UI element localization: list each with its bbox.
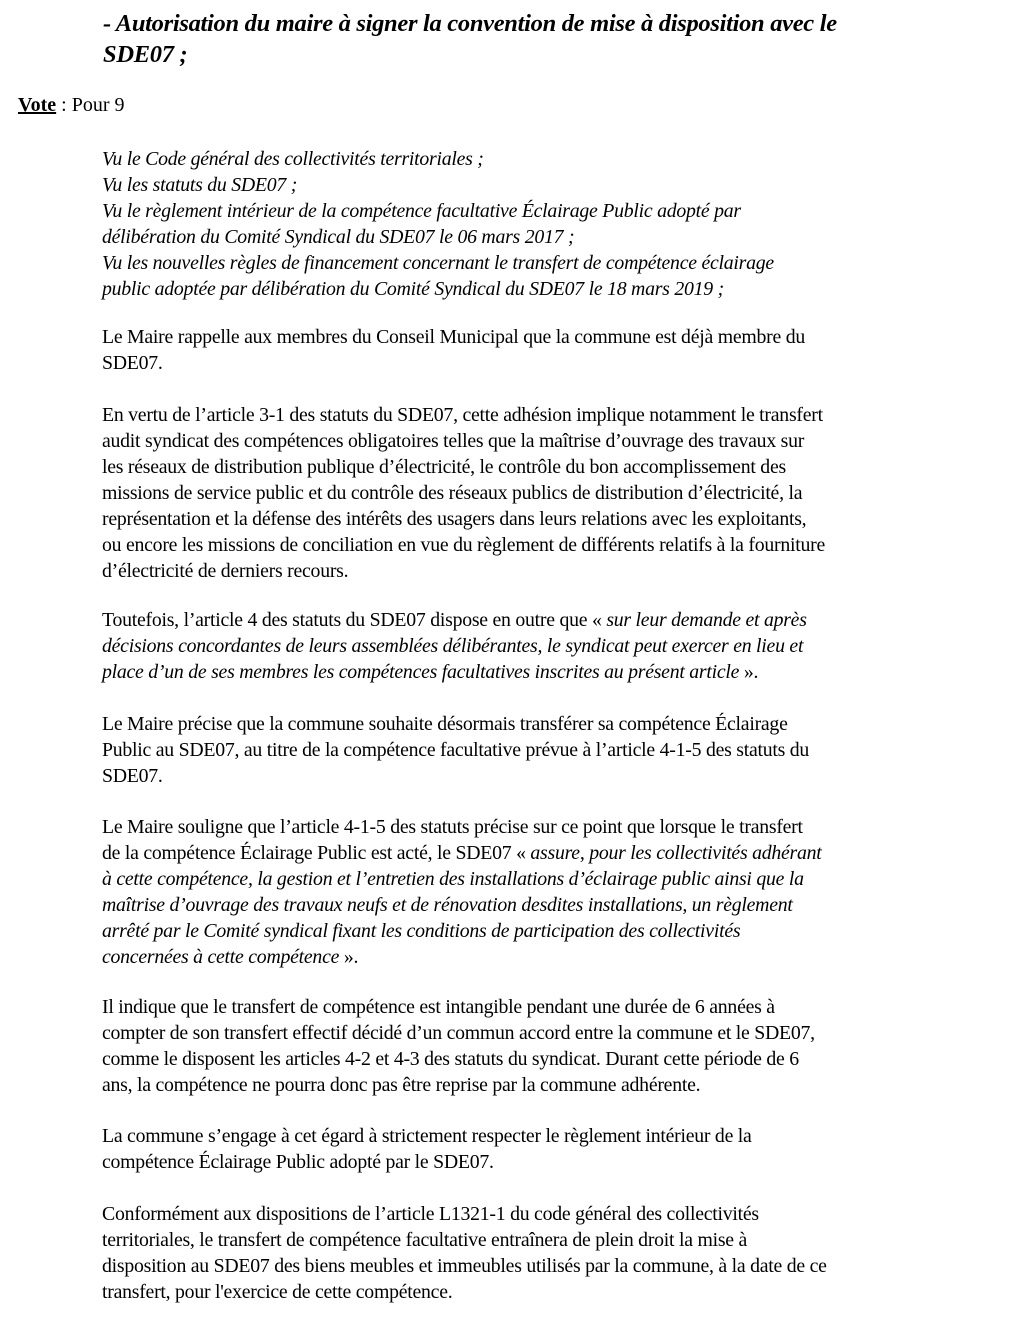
paragraph-line: SDE07. [102, 352, 163, 374]
vote-label: Vote [18, 94, 57, 116]
paragraph-commitment [102, 1123, 962, 1175]
quote-line: à cette compétence, la gestion et l’entretien des installations d’éclairage public ainsi que la [102, 868, 804, 890]
text-normal: ». [339, 946, 359, 968]
quote-line: maîtrise d’ouvrage des travaux neufs et de rénovation desdites installations, un règlement [102, 894, 793, 916]
considerant-line: délibération du Comité Syndical du SDE07 le 06 mars 2017 ; [102, 226, 575, 248]
heading-line: SDE07 ; [103, 41, 188, 68]
paragraph-line [102, 840, 962, 866]
paragraph-line: représentation et la défense des intérêts des usagers dans leurs relations avec les exploitants, [102, 508, 807, 530]
paragraph-l1321-1 [102, 1201, 962, 1305]
quote-text: sur leur demande et après [606, 609, 807, 631]
paragraph-article-4 [102, 607, 962, 685]
paragraph-line: missions de service public et du contrôle des réseaux publics de distribution d’électricité, la [102, 482, 803, 504]
paragraph-line: Public au SDE07, au titre de la compétence facultative prévue à l’article 4-1-5 des statuts du [102, 739, 810, 761]
vote-value: Pour 9 [71, 94, 125, 116]
paragraph-membership [102, 324, 962, 376]
paragraph-line: les réseaux de distribution publique d’électricité, le contrôle du bon accomplissement des [102, 456, 786, 478]
paragraph-transfer-intent [102, 711, 962, 789]
considerant-line: Vu les nouvelles règles de financement concernant le transfert de compétence éclairage [102, 252, 774, 274]
considerant-line: public adoptée par délibération du Comité Syndical du SDE07 le 18 mars 2019 ; [102, 278, 724, 300]
paragraph-line [102, 944, 962, 970]
considerant-line: Vu le règlement intérieur de la compétence facultative Éclairage Public adopté par [102, 200, 741, 222]
paragraph-line: Le Maire précise que la commune souhaite désormais transférer sa compétence Éclairage [102, 713, 788, 735]
paragraph-line [102, 607, 962, 633]
quote-text: assure, pour les collectivités adhérant [530, 842, 822, 864]
quote-text: place d’un de ses membres les compétences facultatives inscrites au présent article [102, 661, 740, 683]
paragraph-line: Le Maire rappelle aux membres du Conseil Municipal que la commune est déjà membre du [102, 326, 805, 348]
paragraph-duration [102, 994, 962, 1098]
paragraph-line: ans, la compétence ne pourra donc pas être reprise par la commune adhérente. [102, 1074, 701, 1096]
quote-line: décisions concordantes de leurs assemblées délibérantes, le syndicat peut exercer en lieu et [102, 635, 804, 657]
quote-line: arrêté par le Comité syndical fixant les conditions de participation des collectivités [102, 920, 741, 942]
paragraph-line: compétence Éclairage Public adopté par le SDE07. [102, 1151, 494, 1173]
vote-result [18, 92, 125, 118]
agenda-item-heading [103, 8, 963, 70]
paragraph-line: La commune s’engage à cet égard à strictement respecter le règlement intérieur de la [102, 1125, 752, 1147]
text-normal: de la compétence Éclairage Public est acté, le SDE07 « [102, 842, 531, 864]
considerants-block [102, 146, 962, 302]
paragraph-article-4-1-5 [102, 814, 962, 970]
paragraph-line: Conformément aux dispositions de l’article L1321-1 du code général des collectivités [102, 1203, 759, 1225]
paragraph-line: d’électricité de derniers recours. [102, 560, 349, 582]
quote-text: concernées à cette compétence [102, 946, 340, 968]
paragraph-line: comme le disposent les articles 4-2 et 4-3 des statuts du syndicat. Durant cette période de 6 [102, 1048, 799, 1070]
paragraph-line: En vertu de l’article 3-1 des statuts du SDE07, cette adhésion implique notamment le transfert [102, 404, 823, 426]
paragraph-line: Il indique que le transfert de compétence est intangible pendant une durée de 6 années à [102, 996, 775, 1018]
heading-line: - Autorisation du maire à signer la convention de mise à disposition avec le [103, 10, 837, 37]
considerant-line: Vu le Code général des collectivités territoriales ; [102, 148, 484, 170]
text-normal: ». [739, 661, 759, 683]
paragraph-mandatory-competences [102, 402, 962, 584]
paragraph-line: transfert, pour l'exercice de cette compétence. [102, 1281, 453, 1303]
paragraph-line: disposition au SDE07 des biens meubles et immeubles utilisés par la commune, à la date de ce [102, 1255, 827, 1277]
paragraph-line [102, 659, 962, 685]
paragraph-line: ou encore les missions de conciliation en vue du règlement de différents relatifs à la fourniture [102, 534, 825, 556]
paragraph-line: Le Maire souligne que l’article 4-1-5 des statuts précise sur ce point que lorsque le transfert [102, 816, 803, 838]
paragraph-line: audit syndicat des compétences obligatoires telles que la maîtrise d’ouvrage des travaux sur [102, 430, 805, 452]
paragraph-line: SDE07. [102, 765, 163, 787]
paragraph-line: territoriales, le transfert de compétence facultative entraînera de plein droit la mise à [102, 1229, 748, 1251]
considerant-line: Vu les statuts du SDE07 ; [102, 174, 298, 196]
text-normal: Toutefois, l’article 4 des statuts du SDE07 dispose en outre que « [102, 609, 607, 631]
vote-separator: : [56, 94, 72, 116]
paragraph-line: compter de son transfert effectif décidé d’un commun accord entre la commune et le SDE07, [102, 1022, 815, 1044]
